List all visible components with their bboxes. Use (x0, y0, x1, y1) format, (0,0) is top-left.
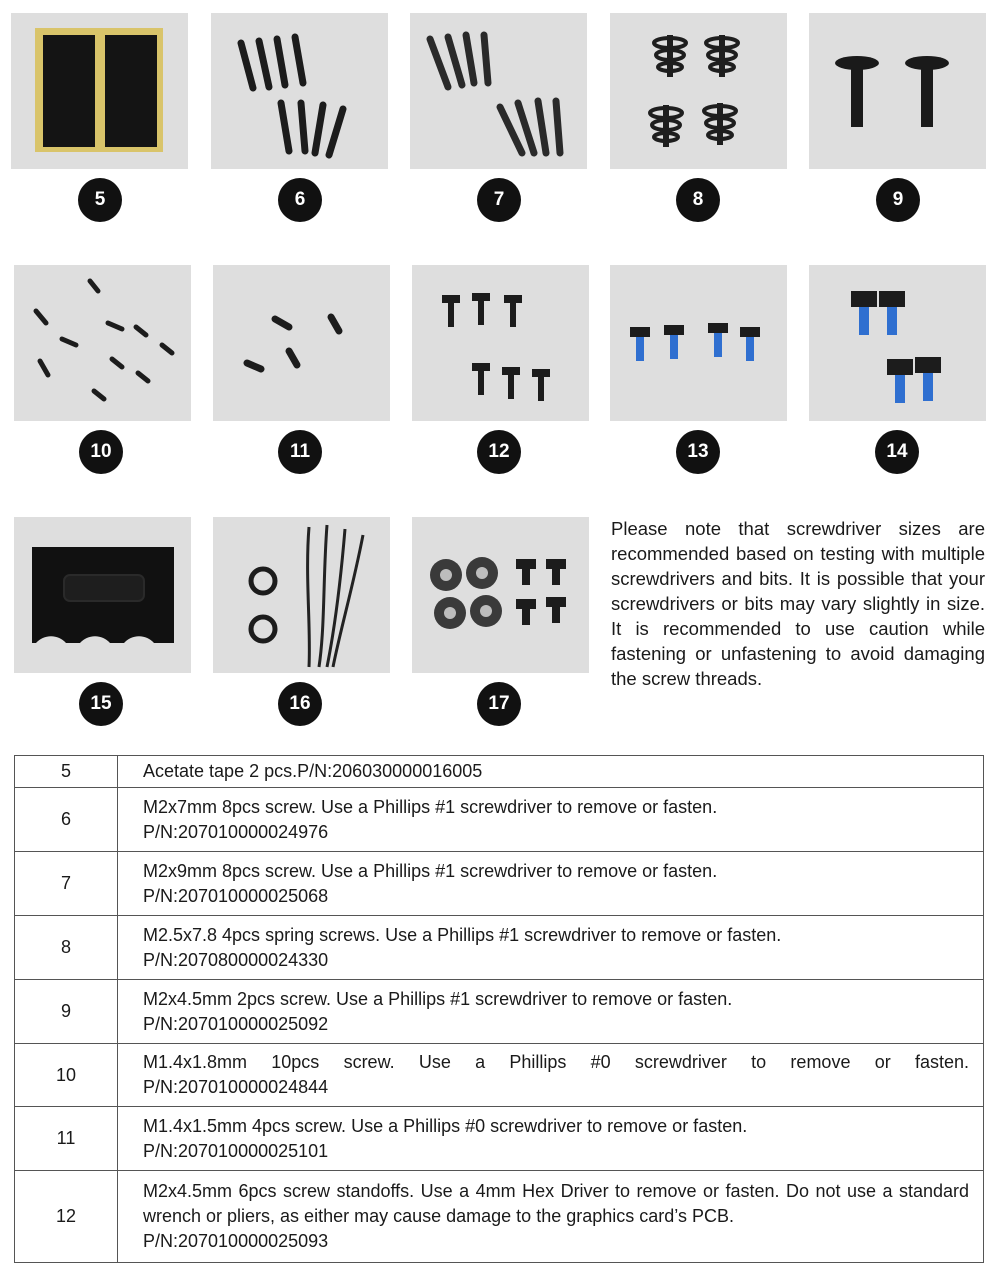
item-badge: 13 (676, 430, 720, 474)
row-description: M2x4.5mm 2pcs screw. Use a Phillips #1 screwdriver to remove or fasten. P/N:207010000025092 (118, 980, 984, 1044)
table-row (15, 1044, 984, 1107)
item-7-photo (410, 13, 587, 169)
row-number: 10 (15, 1044, 118, 1107)
item-badge: 11 (278, 430, 322, 474)
item-17-photo (412, 517, 589, 673)
item-11-photo (213, 265, 390, 421)
item-badge: 10 (79, 430, 123, 474)
row-description: M2x9mm 8pcs screw. Use a Phillips #1 screwdriver to remove or fasten. P/N:207010000025068 (118, 852, 984, 916)
item-badge: 12 (477, 430, 521, 474)
item-10-photo (14, 265, 191, 421)
row-number: 8 (15, 916, 118, 980)
table-row (15, 980, 984, 1044)
item-badge: 17 (477, 682, 521, 726)
row-description: M2x7mm 8pcs screw. Use a Phillips #1 screwdriver to remove or fasten. P/N:207010000024976 (118, 788, 984, 852)
item-badge: 6 (278, 178, 322, 222)
table-row (15, 1171, 984, 1263)
row-number: 12 (15, 1171, 118, 1263)
item-12-photo (412, 265, 589, 421)
row-number: 5 (15, 756, 118, 788)
item-6-photo (211, 13, 388, 169)
item-badge: 14 (875, 430, 919, 474)
item-badge: 15 (79, 682, 123, 726)
table-row (15, 1107, 984, 1171)
row-description: Acetate tape 2 pcs.P/N:206030000016005 (118, 756, 984, 788)
parts-table (14, 755, 984, 1263)
table-row (15, 756, 984, 788)
row-number: 6 (15, 788, 118, 852)
row-number: 7 (15, 852, 118, 916)
item-badge: 8 (676, 178, 720, 222)
row-number: 11 (15, 1107, 118, 1171)
screwdriver-note: Please note that screwdriver sizes are recommended based on testing with multiple screwdrivers and bits. It is possible that your screwdrivers or bits may vary slightly in size. It is recommended to use caution while fastening or unfastening to avoid damaging the screw threads. (611, 518, 985, 689)
item-badge: 9 (876, 178, 920, 222)
table-row (15, 852, 984, 916)
item-badge: 7 (477, 178, 521, 222)
row-number: 9 (15, 980, 118, 1044)
row-description: M2.5x7.8 4pcs spring screws. Use a Phillips #1 screwdriver to remove or fasten. P/N:207080000024330 (118, 916, 984, 980)
item-8-photo (610, 13, 787, 169)
row-description: M2x4.5mm 6pcs screw standoffs. Use a 4mm Hex Driver to remove or fasten. Do not use a standard wrench or pliers, as either may cause damage to the graphics card’s PCB. P/N:207010000025093 (118, 1171, 984, 1263)
item-badge: 5 (78, 178, 122, 222)
item-13-photo (610, 265, 787, 421)
item-badge: 16 (278, 682, 322, 726)
row-description: M1.4x1.5mm 4pcs screw. Use a Phillips #0 screwdriver to remove or fasten. P/N:207010000025101 (118, 1107, 984, 1171)
item-15-photo (14, 517, 191, 673)
item-16-photo (213, 517, 390, 673)
table-row (15, 788, 984, 852)
table-row (15, 916, 984, 980)
item-5-photo (11, 13, 188, 169)
item-9-photo (809, 13, 986, 169)
row-description: M1.4x1.8mm 10pcs screw. Use a Phillips #0 screwdriver to remove or fasten. P/N:207010000024844 (118, 1044, 984, 1107)
item-14-photo (809, 265, 986, 421)
